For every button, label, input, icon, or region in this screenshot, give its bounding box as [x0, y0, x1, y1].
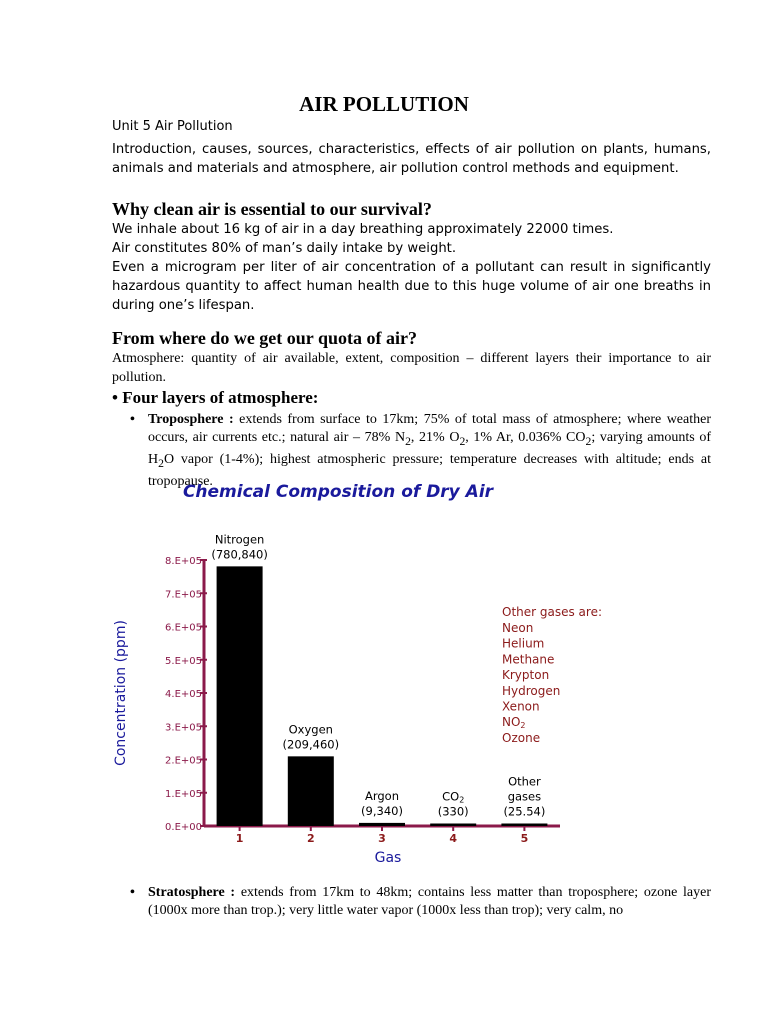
- section-heading-clean-air: Why clean air is essential to our survival?: [112, 199, 432, 219]
- page-title: AIR POLLUTION: [299, 92, 469, 116]
- other-gases-item: Hydrogen: [502, 683, 561, 698]
- other-gases-title: Other gases are:: [502, 605, 603, 619]
- x-tick-label: 1: [235, 832, 244, 845]
- bar: [430, 824, 476, 827]
- y-tick-label: 8.E+05: [165, 556, 202, 567]
- bar-data-label: (209,460): [282, 737, 340, 752]
- other-gases-item: Krypton: [502, 668, 550, 683]
- bullet-dot: •: [112, 388, 123, 407]
- bar-data-label: Oxygen: [288, 722, 333, 737]
- stratosphere-text: extends from 17km to 48km; contains less matter than troposphere; ozone layer (1000x more than trop.); very little water vapor (1000x less than trop); very calm, no: [148, 885, 711, 918]
- bar-data-label: (780,840): [211, 547, 268, 562]
- bar-data-label: gases: [507, 789, 542, 804]
- bar-data-label: Nitrogen: [214, 532, 265, 547]
- y-axis-label: Concentration (ppm): [113, 620, 129, 766]
- bar-data-label: CO2: [442, 789, 465, 805]
- other-gases-item: Methane: [502, 652, 555, 667]
- troposphere-text-3: , 1% Ar, 0.036% CO: [465, 430, 586, 445]
- y-tick-label: 7.E+05: [165, 589, 202, 601]
- bar-data-label: (25.54): [503, 804, 546, 819]
- bar: [501, 824, 547, 827]
- x-tick-label: 3: [378, 832, 386, 845]
- subscript: 2: [158, 456, 164, 470]
- layers-heading: [112, 388, 318, 408]
- bar-data-label: (330): [437, 804, 469, 819]
- bar: [359, 823, 405, 826]
- intro-paragraph: Introduction, causes, sources, characteristics, effects of air pollution on plants, humans, animals and materials and atmosphere, air pollution control methods and equipment.: [112, 142, 711, 176]
- layers-heading-text: Four layers of atmosphere:: [122, 388, 319, 407]
- bar: [288, 756, 334, 826]
- other-gases-item: NO2: [502, 715, 526, 731]
- y-tick-label: 2.E+05: [165, 755, 202, 767]
- bar-data-label: (9,340): [361, 803, 403, 818]
- stratosphere-item: [130, 884, 711, 920]
- troposphere-text-5: O vapor (1-4%); highest atmospheric pressure; temperature decreases with altitude; ends at tropopause.: [148, 451, 711, 489]
- x-tick-label: 4: [449, 832, 458, 845]
- x-axis-label: Gas: [374, 850, 402, 866]
- y-tick-label: 4.E+05: [165, 689, 202, 700]
- section-heading-quota: From where do we get our quota of air?: [112, 328, 417, 348]
- bar-data-label: Argon: [364, 788, 400, 803]
- bullet-dot: •: [130, 885, 135, 900]
- y-tick-label: 6.E+05: [165, 622, 202, 634]
- other-gases-item: Neon: [502, 621, 534, 635]
- other-gases-item: Helium: [502, 636, 545, 651]
- troposphere-text-4: ; varying amounts of H: [148, 430, 711, 467]
- chart-title: Chemical Composition of Dry Air: [182, 482, 494, 502]
- composition-chart: [108, 478, 603, 873]
- troposphere-label: Troposphere :: [148, 412, 234, 427]
- subscript: 2: [585, 434, 592, 448]
- unit-line: Unit 5 Air Pollution: [112, 119, 233, 134]
- troposphere-text-1: extends from surface to 17km; 75% of total mass of atmosphere; where weather occurs, air currents etc.; natural air – 78% N: [148, 412, 711, 445]
- y-tick-label: 5.E+05: [165, 655, 202, 667]
- other-gases-item: Xenon: [502, 699, 540, 714]
- clean-air-text: [112, 220, 711, 315]
- bar-data-label: Other: [508, 774, 541, 789]
- bullet-dot: •: [130, 412, 135, 427]
- y-tick-label: 0.E+00: [165, 822, 202, 833]
- clean-air-line-3: Even a microgram per liter of air concentration of a pollutant can result in significantly hazardous quantity to affect human health due to this huge volume of air one breaths in during one’s lifespan.: [112, 260, 711, 313]
- clean-air-line-2: Air constitutes 80% of man’s daily intake by weight.: [112, 241, 457, 256]
- x-tick-label: 5: [520, 832, 529, 845]
- subscript: 2: [459, 434, 466, 448]
- stratosphere-label: Stratosphere :: [148, 885, 236, 900]
- clean-air-line-1: We inhale about 16 kg of air in a day breathing approximately 22000 times.: [112, 222, 614, 237]
- y-tick-label: 1.E+05: [165, 788, 202, 800]
- x-tick-label: 2: [306, 832, 315, 845]
- y-tick-label: 3.E+05: [165, 722, 202, 734]
- troposphere-text-2: , 21% O: [410, 430, 460, 445]
- quota-text: Atmosphere: quantity of air available, extent, composition – different layers their importance to air pollution.: [112, 351, 711, 385]
- other-gases-item: Ozone: [502, 730, 541, 745]
- bar: [217, 566, 263, 826]
- subscript: 2: [405, 434, 411, 448]
